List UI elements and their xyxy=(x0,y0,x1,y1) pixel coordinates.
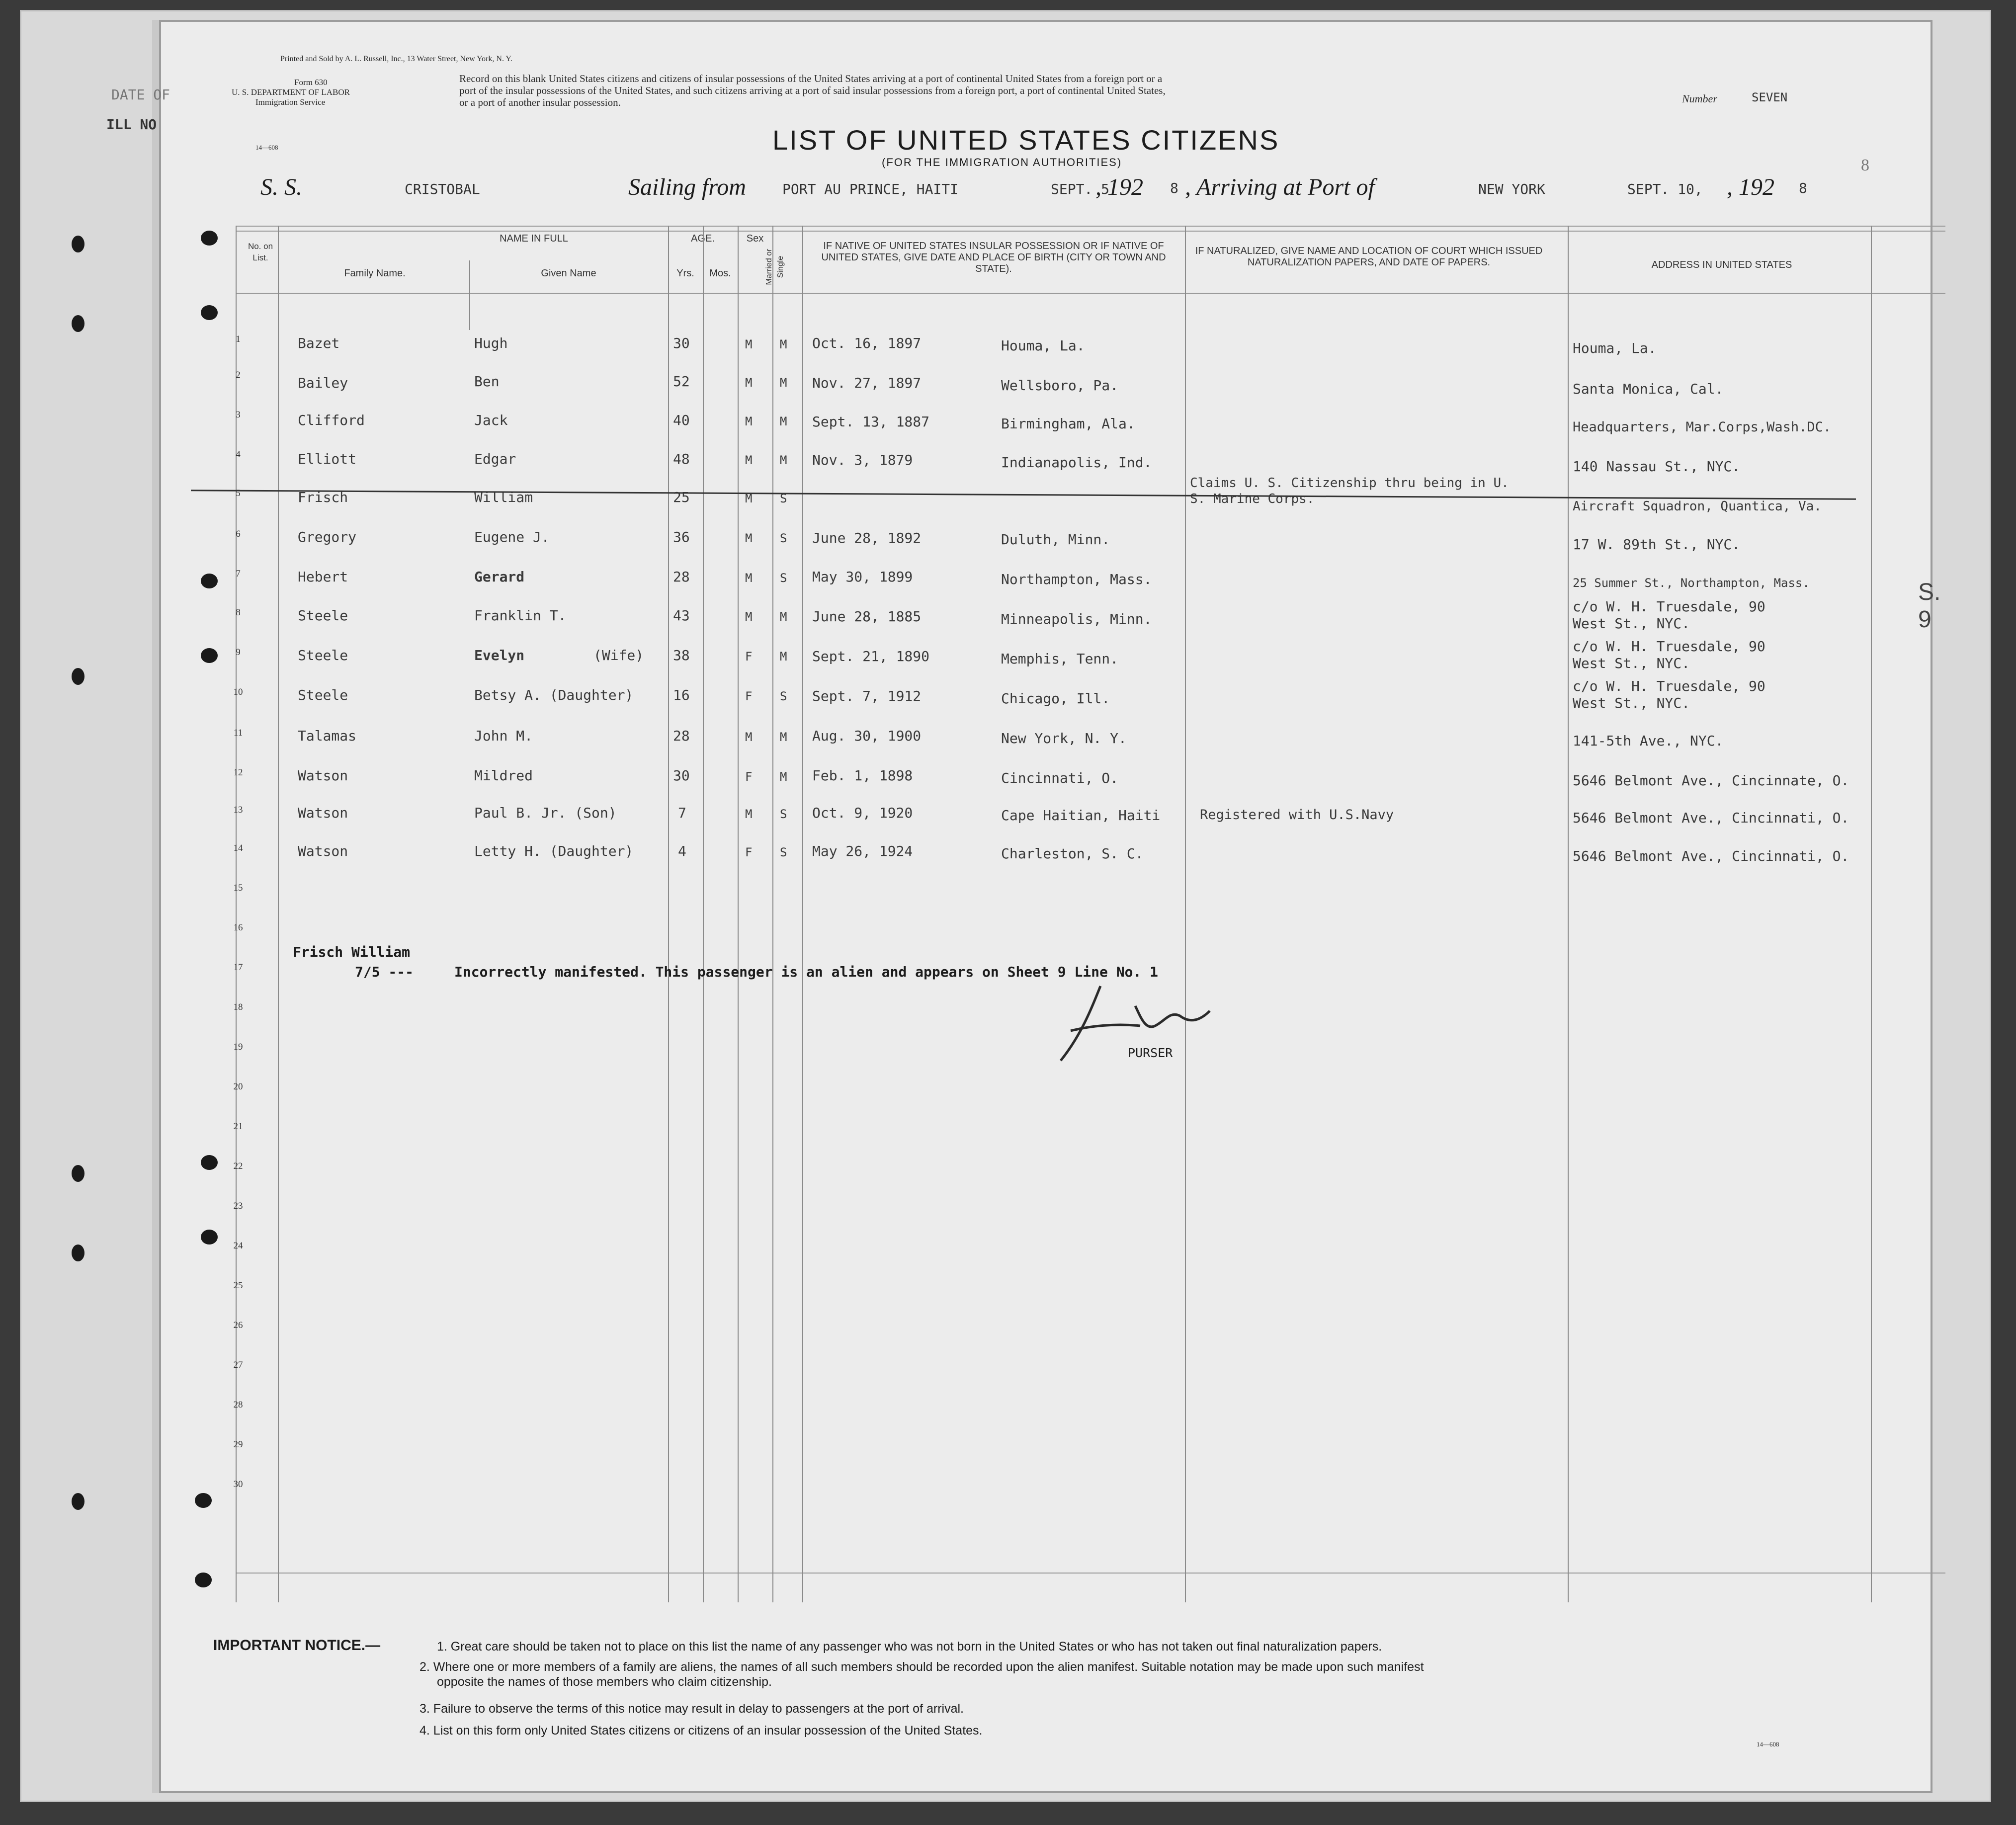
row-number: 12 xyxy=(233,767,243,778)
age-years: 30 xyxy=(673,335,690,351)
given-name: Edgar xyxy=(474,451,516,467)
age-years: 38 xyxy=(673,647,690,664)
note-text: Incorrectly manifested. This passenger is an alien and appears on Sheet 9 Line No. 1 xyxy=(454,964,1159,980)
form-service: Immigration Service xyxy=(255,97,326,107)
record-text-3: or a port of another insular possession. xyxy=(459,96,621,108)
address: 141-5th Ave., NYC. xyxy=(1573,733,1724,749)
sail-date: SEPT. 5 xyxy=(1051,181,1110,197)
col-header-age: AGE. xyxy=(691,233,715,244)
address: 140 Nassau St., NYC. xyxy=(1573,458,1741,475)
row-number: 26 xyxy=(233,1320,243,1330)
birth-date: Oct. 16, 1897 xyxy=(812,335,922,351)
birth-place: New York, N. Y. xyxy=(1001,730,1127,747)
naturalization-note: Claims U. S. Citizenship thru being in U. S. Marine Corps. xyxy=(1190,476,1509,506)
sex: F xyxy=(745,650,753,664)
given-name: Evelyn xyxy=(474,647,525,664)
marital-status: M xyxy=(780,650,787,664)
address: Houma, La. xyxy=(1573,340,1657,356)
age-years: 7 xyxy=(678,805,686,821)
marital-status: M xyxy=(780,415,787,428)
given-name: John M. xyxy=(474,728,533,744)
form-code: 14—608 xyxy=(255,144,278,151)
birth-place: Indianapolis, Ind. xyxy=(1001,454,1152,471)
family-name: Frisch xyxy=(298,489,348,505)
given-name-note: (Wife) xyxy=(593,647,644,664)
row-number: 28 xyxy=(233,1400,243,1410)
birth-date: May 30, 1899 xyxy=(812,569,913,585)
col-header-mos: Mos. xyxy=(709,268,731,279)
footer-code: 14—608 xyxy=(1757,1741,1779,1748)
col-header-yrs: Yrs. xyxy=(676,268,694,279)
col-header-sex: Sex xyxy=(746,233,764,244)
birth-place: Memphis, Tenn. xyxy=(1001,651,1119,667)
row-number: 19 xyxy=(233,1042,243,1052)
marital-status: M xyxy=(780,730,787,744)
family-name: Steele xyxy=(298,687,348,703)
arrive-year-label: , 192 xyxy=(1727,174,1774,200)
family-name: Talamas xyxy=(298,728,357,744)
given-name: Jack xyxy=(474,412,508,428)
left-margin-stamp-1: DATE OF xyxy=(111,86,170,103)
sex: M xyxy=(745,453,753,467)
purser-label: PURSER xyxy=(1128,1046,1173,1060)
given-name: Franklin T. xyxy=(474,607,567,624)
address: 17 W. 89th St., NYC. xyxy=(1573,536,1741,553)
age-years: 28 xyxy=(673,569,690,585)
birth-place: Cape Haitian, Haiti xyxy=(1001,807,1161,824)
sailing-from-label: Sailing from xyxy=(628,174,746,200)
sex: M xyxy=(745,415,753,428)
given-name: William xyxy=(474,489,533,505)
marital-status: S xyxy=(780,807,787,821)
birth-date: Feb. 1, 1898 xyxy=(812,767,913,784)
birth-date: Nov. 3, 1879 xyxy=(812,452,913,468)
birth-date: June 28, 1885 xyxy=(812,608,922,625)
manifest-page xyxy=(106,20,1941,1793)
family-name: Hebert xyxy=(298,569,348,585)
sex: M xyxy=(745,337,753,351)
notice-title: IMPORTANT NOTICE.— xyxy=(213,1637,381,1654)
address: c/o W. H. Truesdale, 90 West St., NYC. xyxy=(1573,638,1765,671)
age-years: 52 xyxy=(673,373,690,390)
form-department: U. S. DEPARTMENT OF LABOR xyxy=(232,87,350,97)
row-number: 1 xyxy=(236,334,241,344)
family-name: Clifford xyxy=(298,412,365,428)
birth-date: Aug. 30, 1900 xyxy=(812,728,922,744)
age-years: 48 xyxy=(673,451,690,467)
given-name: Eugene J. xyxy=(474,529,550,545)
address: 5646 Belmont Ave., Cincinnati, O. xyxy=(1573,810,1849,826)
given-name: Mildred xyxy=(474,767,533,784)
record-text-2: port of the insular possessions of the United States, and such citizens arriving at a port of said insular possessions from a foreign port, a port of continental United States, xyxy=(459,84,1166,96)
col-header-no: No. on List. xyxy=(248,242,273,262)
row-number: 11 xyxy=(233,728,243,738)
row-number: 18 xyxy=(233,1002,243,1012)
row-number: 13 xyxy=(233,805,243,815)
address: 5646 Belmont Ave., Cincinnati, O. xyxy=(1573,848,1849,864)
birth-place: Duluth, Minn. xyxy=(1001,531,1110,548)
naturalization-note: Registered with U.S.Navy xyxy=(1200,807,1394,823)
family-name: Steele xyxy=(298,647,348,664)
row-number: 9 xyxy=(236,647,241,658)
ss-label: S. S. xyxy=(260,174,302,200)
record-text-1: Record on this blank United States citizens and citizens of insular possessions of the United States arriving at a port of continental United States from a foreign port or a xyxy=(459,73,1163,84)
notice-item-2b: opposite the names of those members who claim citizenship. xyxy=(437,1675,772,1689)
birth-date: Oct. 9, 1920 xyxy=(812,805,913,821)
given-name: Paul B. Jr. (Son) xyxy=(474,805,617,821)
age-years: 36 xyxy=(673,529,690,545)
sex: F xyxy=(745,689,753,703)
sex: F xyxy=(745,845,753,859)
row-number: 16 xyxy=(233,922,243,933)
margin-mark-s9: S. 9 xyxy=(1918,579,1941,633)
row-number: 2 xyxy=(236,370,241,380)
marital-status: S xyxy=(780,689,787,703)
birth-place: Cincinnati, O. xyxy=(1001,770,1119,786)
row-number: 10 xyxy=(233,687,243,697)
address: c/o W. H. Truesdale, 90 West St., NYC. xyxy=(1573,678,1765,711)
page-title: LIST OF UNITED STATES CITIZENS xyxy=(772,124,1280,156)
left-margin-stamp-2: ILL NO xyxy=(106,116,157,133)
marital-status: M xyxy=(780,337,787,351)
birth-place: Charleston, S. C. xyxy=(1001,845,1144,862)
age-years: 28 xyxy=(673,728,690,744)
from-port: PORT AU PRINCE, HAITI xyxy=(782,181,959,197)
notice-item-4: 4. List on this form only United States citizens or citizens of an insular possession of the United States. xyxy=(420,1724,983,1738)
note-passenger-name: Frisch William xyxy=(293,944,411,960)
row-number: 7 xyxy=(236,569,241,579)
col-header-married: Married or Single xyxy=(765,249,785,285)
notice-item-1: 1. Great care should be taken not to place on this list the name of any passenger who was not born in the United States or who has not taken out final naturalization papers. xyxy=(437,1640,1382,1654)
margin-mark-8: 8 xyxy=(1861,156,1869,174)
marital-status: M xyxy=(780,453,787,467)
strikethrough-line xyxy=(191,490,1856,500)
row-number: 21 xyxy=(233,1121,243,1132)
col-header-given: Given Name xyxy=(541,268,596,279)
marital-status: S xyxy=(780,531,787,545)
birth-place: Minneapolis, Minn. xyxy=(1001,611,1152,627)
sail-year-digit: 8 xyxy=(1170,180,1178,196)
birth-date: Sept. 7, 1912 xyxy=(812,688,922,704)
page-subtitle: (FOR THE IMMIGRATION AUTHORITIES) xyxy=(882,156,1122,168)
row-number: 30 xyxy=(233,1479,243,1490)
family-name: Elliott xyxy=(298,451,357,467)
given-name: Gerard xyxy=(474,569,525,585)
arriving-label: , Arriving at Port of xyxy=(1185,174,1375,200)
address: Headquarters, Mar.Corps,Wash.DC. xyxy=(1573,419,1832,435)
number-value: SEVEN xyxy=(1752,90,1788,104)
row-number: 22 xyxy=(233,1161,243,1171)
number-label: Number xyxy=(1682,92,1717,105)
age-years: 16 xyxy=(673,687,690,703)
row-number: 3 xyxy=(236,410,241,420)
family-name: Watson xyxy=(298,805,348,821)
age-years: 43 xyxy=(673,607,690,624)
birth-date: May 26, 1924 xyxy=(812,843,913,859)
birth-date: Sept. 21, 1890 xyxy=(812,648,930,664)
sex: M xyxy=(745,376,753,390)
age-years: 4 xyxy=(678,843,686,859)
sex: M xyxy=(745,807,753,821)
given-name: Ben xyxy=(474,373,500,390)
row-number: 23 xyxy=(233,1201,243,1211)
family-name: Watson xyxy=(298,767,348,784)
row-number: 17 xyxy=(233,962,243,973)
address: Santa Monica, Cal. xyxy=(1573,381,1724,397)
marital-status: S xyxy=(780,492,787,505)
row-number: 20 xyxy=(233,1081,243,1092)
row-number: 29 xyxy=(233,1439,243,1450)
given-name: Letty H. (Daughter) xyxy=(474,843,634,859)
row-number: 14 xyxy=(233,843,243,853)
marital-status: M xyxy=(780,610,787,624)
birth-date: June 28, 1892 xyxy=(812,530,922,546)
col-header-family: Family Name. xyxy=(344,268,406,279)
to-port: NEW YORK xyxy=(1478,181,1545,197)
sex: M xyxy=(745,571,753,585)
address: Aircraft Squadron, Quantica, Va. xyxy=(1573,499,1822,514)
col-header-address: ADDRESS IN UNITED STATES xyxy=(1651,259,1792,270)
address: c/o W. H. Truesdale, 90 West St., NYC. xyxy=(1573,598,1765,632)
age-years: 25 xyxy=(673,489,690,505)
birth-place: Houma, La. xyxy=(1001,337,1085,354)
marital-status: M xyxy=(780,376,787,390)
row-number: 25 xyxy=(233,1280,243,1291)
sex: M xyxy=(745,610,753,624)
row-number: 24 xyxy=(233,1241,243,1251)
birth-place: Birmingham, Ala. xyxy=(1001,415,1135,432)
col-header-name: NAME IN FULL xyxy=(500,233,568,244)
arrive-year-digit: 8 xyxy=(1799,180,1807,196)
sail-year-label: , 192 xyxy=(1095,174,1143,200)
col-header-native: IF NATIVE OF UNITED STATES INSULAR POSSESSION OR IF NATIVE OF UNITED STATES, GIVE DATE AND PLACE OF BIRTH (CITY OR TOWN AND STATE). xyxy=(821,241,1166,274)
ship-name: CRISTOBAL xyxy=(405,181,480,197)
row-number: 27 xyxy=(233,1360,243,1370)
sex: M xyxy=(745,730,753,744)
family-name: Watson xyxy=(298,843,348,859)
family-name: Gregory xyxy=(298,529,357,545)
marital-status: S xyxy=(780,571,787,585)
family-name: Bailey xyxy=(298,375,348,391)
age-years: 40 xyxy=(673,412,690,428)
sex: M xyxy=(745,531,753,545)
row-number: 15 xyxy=(233,883,243,893)
family-name: Bazet xyxy=(298,335,340,351)
note-reference: 7/5 --- xyxy=(355,964,414,980)
col-header-naturalized: IF NATURALIZED, GIVE NAME AND LOCATION OF COURT WHICH ISSUED NATURALIZATION PAPERS, AND DATE OF PAPERS. xyxy=(1195,246,1543,268)
family-name: Steele xyxy=(298,607,348,624)
given-name: Hugh xyxy=(474,335,508,351)
printer-line: Printed and Sold by A. L. Russell, Inc., 13 Water Street, New York, N. Y. xyxy=(280,55,512,63)
row-number: 5 xyxy=(236,488,241,498)
birth-place: Northampton, Mass. xyxy=(1001,571,1152,587)
notice-item-3: 3. Failure to observe the terms of this notice may result in delay to passengers at the port of arrival. xyxy=(420,1702,964,1716)
form-number: Form 630 xyxy=(294,78,328,87)
marital-status: M xyxy=(780,770,787,784)
row-number: 4 xyxy=(236,449,241,460)
age-years: 30 xyxy=(673,767,690,784)
birth-place: Wellsboro, Pa. xyxy=(1001,377,1119,394)
purser-signature xyxy=(1041,976,1250,1076)
row-number: 6 xyxy=(236,529,241,539)
sex: M xyxy=(745,492,753,505)
given-name: Betsy A. (Daughter) xyxy=(474,687,634,703)
notice-item-2: 2. Where one or more members of a family are aliens, the names of all such members should be recorded upon the alien manifest. Suitable notation may be made upon such manifest xyxy=(420,1660,1424,1674)
birth-date: Nov. 27, 1897 xyxy=(812,375,922,391)
address: 5646 Belmont Ave., Cincinnate, O. xyxy=(1573,772,1849,789)
birth-place: Chicago, Ill. xyxy=(1001,690,1110,707)
marital-status: S xyxy=(780,845,787,859)
row-number: 8 xyxy=(236,607,241,618)
birth-date: Sept. 13, 1887 xyxy=(812,414,930,430)
arrive-date: SEPT. 10, xyxy=(1627,181,1703,197)
sex: F xyxy=(745,770,753,784)
address: 25 Summer St., Northampton, Mass. xyxy=(1573,576,1810,590)
